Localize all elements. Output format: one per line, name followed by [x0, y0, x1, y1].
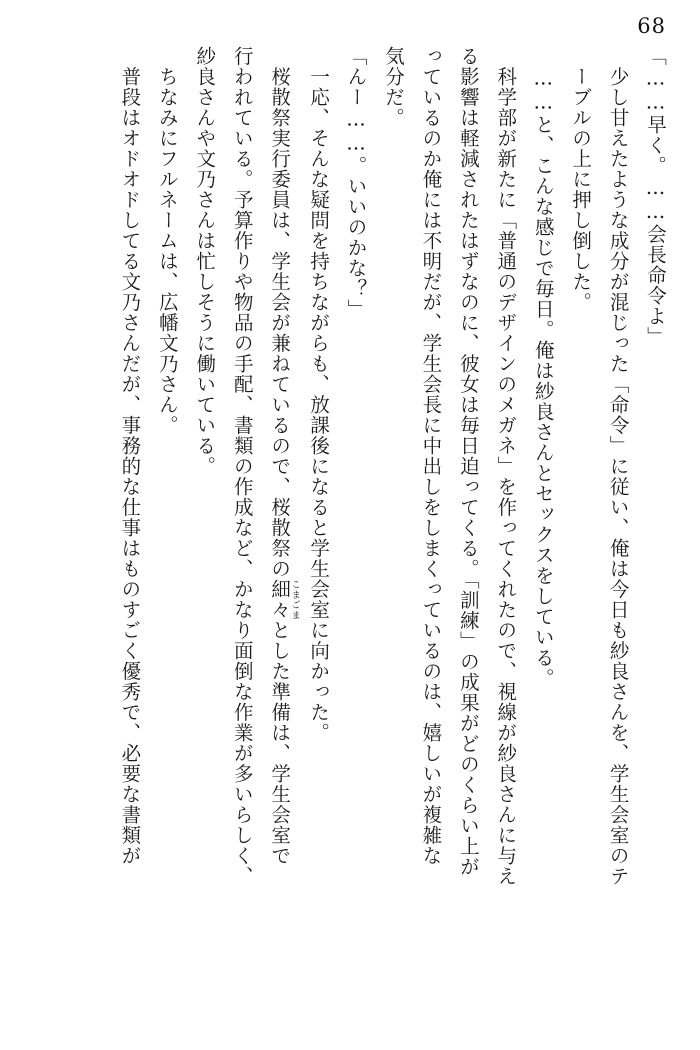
paragraph: る影響は軽減されたはずなのに、彼女は毎日迫ってくる。「訓練」の成果がどのくらい上が — [456, 46, 480, 877]
paragraph: っているのか俺には不明だが、学生会長に中出しをしまくっているのは、嬉しいが複雑な — [419, 46, 443, 866]
paragraph: 「んー……。いいのかな？」 — [344, 46, 368, 320]
paragraph: ……と、こんな感じで毎日。俺は紗良さんとセックスをしている。 — [531, 46, 555, 689]
page-number: 68 — [637, 14, 666, 38]
paragraph: 科学部が新たに「普通のデザインのメガネ」を作ってくれたので、視線が紗良さんに与え — [494, 46, 518, 887]
paragraph: 桜散祭実行委員は、学生会が兼ねているので、桜散祭の細々こまごまとした準備は、学生会室で — [268, 46, 300, 866]
page-body-text — [24, 46, 674, 1036]
paragraph: 気分だ。 — [381, 46, 405, 128]
paragraph: 「……早く。……会長命令よ」 — [644, 46, 667, 347]
paragraph: 少し甘えたような成分が混じった「命令」に従い、俺は今日も紗良さんを、学生会室のテ — [606, 46, 630, 887]
paragraph: ーブルの上に押し倒した。 — [569, 46, 593, 313]
paragraph: 一応、そんな疑問を持ちながらも、放課後になると学生会室に向かった。 — [307, 46, 331, 743]
paragraph: 行われている。予算作りや物品の手配、書類の作成など、かなり面倒な作業が多いらしく、 — [230, 46, 254, 887]
paragraph: 普段はオドオドしてる文乃さんだが、事務的な仕事はものすごく優秀で、必要な書類が — [118, 46, 142, 866]
paragraph: 紗良さんや文乃さんは忙しそうに働いている。 — [193, 46, 217, 477]
paragraph: ちなみにフルネームは、広幡文乃さん。 — [155, 46, 179, 436]
ruby-annotation: 細々こまごま — [268, 579, 300, 620]
